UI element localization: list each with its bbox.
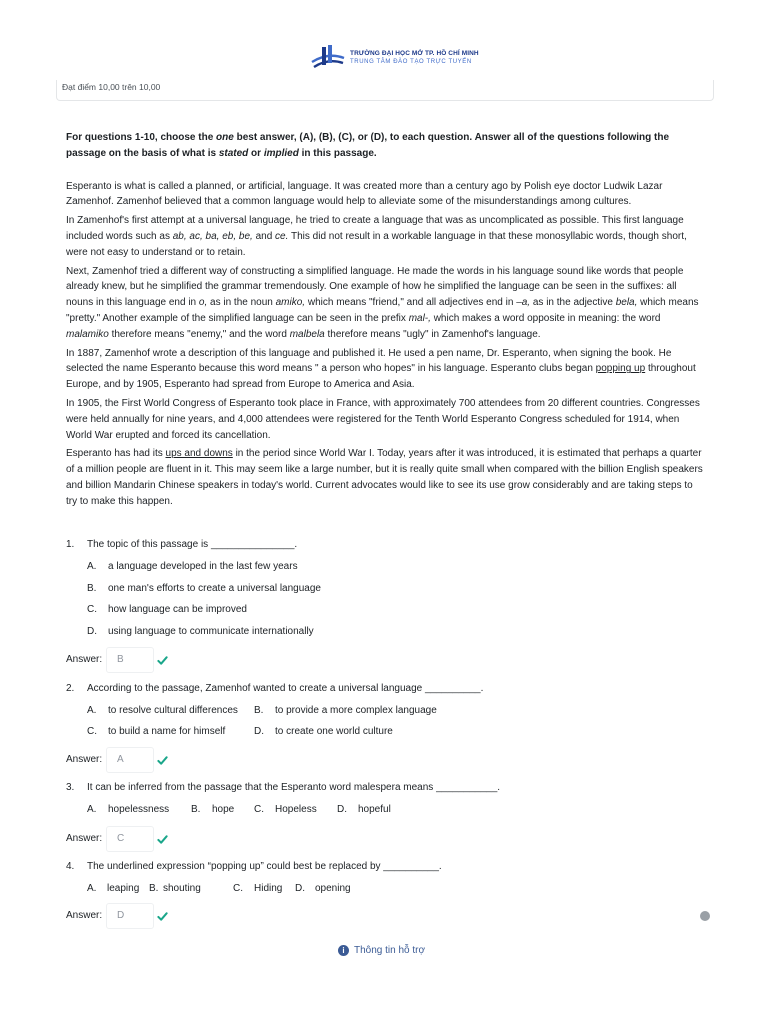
logo-subtitle: TRUNG TÂM ĐÀO TẠO TRỰC TUYẾN (350, 59, 472, 65)
q3-option-a: A. hopelessness (87, 804, 170, 815)
q3-correct-check-icon (157, 834, 168, 845)
q1-option-d: D. using language to communicate internationally (87, 626, 314, 637)
instructions: For questions 1-10, choose the one best answer, (A), (B), (C), or (D), to each question. Answer all of the questions following the passage on the basis of what is stated or implied in this passage. (66, 132, 670, 159)
q4-option-d: D. opening (295, 883, 351, 894)
q2-correct-check-icon (157, 755, 168, 766)
q4-option-a: A. leaping (87, 883, 140, 894)
grade-text: Đạt điểm 10,00 trên 10,00 (62, 82, 161, 92)
q3-option-b: B. hope (191, 804, 235, 815)
passage-paragraph-2: In Zamenhof's first attempt at a universal language, he tried to create a language that was as uncomplicated as possible. This first language included words such as ab, ac, ba, eb, be, and ce. This did not result in a workable language in that these monosyllabic words, though short, were not easy to understand or to retain. (66, 215, 687, 258)
support-info-label: Thông tin hỗ trợ (354, 945, 426, 956)
q2-option-d: D. to create one world culture (254, 726, 393, 737)
q1-option-a: A. a language developed in the last few years (87, 561, 298, 572)
underlined-ups-and-downs: ups and downs (165, 448, 233, 460)
q2-option-c: C. to build a name for himself (87, 726, 226, 737)
q1-answer-value: B (117, 654, 124, 665)
q2-option-a: A. to resolve cultural differences (87, 705, 238, 716)
question-content (66, 130, 706, 513)
q3-option-d: D. hopeful (337, 804, 391, 815)
logo-title: TRƯỜNG ĐẠI HỌC MỞ TP. HỒ CHÍ MINH (350, 50, 479, 57)
scroll-to-top-icon[interactable] (700, 911, 710, 921)
passage-paragraph-1: Esperanto is what is called a planned, or artificial, language. It was created more than a century ago by Polish eye doctor Ludwik Lazar Zamenhof. Zamenhof believed that a common language would help to alleviate some of the misunderstandings among cultures. (66, 180, 663, 208)
q1-option-c: C. how language can be improved (87, 604, 247, 615)
university-logo[interactable] (310, 44, 479, 72)
q2-answer-label: Answer: (66, 754, 103, 765)
q1-correct-check-icon (157, 655, 168, 666)
support-info-link[interactable] (338, 945, 425, 956)
q2-option-b: B. to provide a more complex language (254, 705, 437, 716)
q2-answer-value: A (117, 754, 124, 765)
q3-option-c: C. Hopeless (254, 804, 317, 815)
question-2: 2. According to the passage, Zamenhof wanted to create a universal language __________. (66, 683, 484, 694)
q1-answer-label: Answer: (66, 654, 103, 665)
q3-answer-field[interactable] (106, 826, 154, 852)
page-header (0, 0, 768, 80)
question-4: 4. The underlined expression “popping up” could best be replaced by __________. (66, 861, 442, 872)
q4-option-b: B. shouting (149, 883, 201, 894)
logo-mark-icon (310, 44, 346, 72)
question-3: 3. It can be inferred from the passage that the Esperanto word malespera means ___________. (66, 782, 501, 793)
q4-correct-check-icon (157, 911, 168, 922)
passage-paragraph-6: Esperanto has had its ups and downs in the period since World War I. Today, years after it was introduced, it is estimated that perhaps a quarter of a million people are fluent in it. This may seem like a large number, but it is really quite small when compared with the billion English speakers and billion Mandarin Chinese speakers in today's world. Current advocates would like to see its use grow considerably and are taking steps to try to make this happen. (66, 448, 703, 507)
passage-paragraph-5: In 1905, the First World Congress of Esperanto took place in France, with approximately 700 attendees from 20 different countries. Congresses were held annually for nine years, and 4,000 attendees were registered for the Tenth World Esperanto Congress scheduled for 1914, when World War erupted and forced its cancellation. (66, 397, 700, 441)
q3-answer-value: C (117, 833, 125, 844)
next-question-cutoff (66, 940, 496, 945)
q3-answer-label: Answer: (66, 833, 103, 844)
underlined-popping-up: popping up (595, 363, 646, 375)
q4-answer-field[interactable] (106, 903, 154, 929)
q2-answer-field[interactable] (106, 747, 154, 773)
passage-paragraph-3: Next, Zamenhof tried a different way of constructing a simplified language. He made the words in his language sound like words that people already knew, but he simplified the grammar tremendously. One example of how he simplified the language can be seen in the suffixes: all nouns in this language end in o, as in the noun amiko, which means "friend," and all adjectives end in –a, as in the adjective bela, which means "pretty." Another example of the simplified language can be seen in the prefix mal-, which makes a word opposite in meaning: the word malamiko therefore means "enemy," and the word malbela therefore means "ugly" in Zamenhof's language. (66, 265, 699, 340)
info-icon: i (338, 945, 349, 956)
passage-paragraph-4: In 1887, Zamenhof wrote a description of this language and published it. He used a pen name, Dr. Esperanto, when signing the book. He selected the name Esperanto because this word means " a person who hopes" in his language. Esperanto clubs began popping up throughout Europe, and by 1905, Esperanto had spread from Europe to America and Asia. (66, 347, 696, 391)
q1-answer-field[interactable] (106, 647, 154, 673)
q4-answer-label: Answer: (66, 910, 103, 921)
question-1: 1. The topic of this passage is _______________. (66, 539, 298, 550)
q1-option-b: B. one man's efforts to create a universal language (87, 583, 321, 594)
q4-answer-value: D (117, 910, 125, 921)
q4-option-c: C. Hiding (233, 883, 283, 894)
